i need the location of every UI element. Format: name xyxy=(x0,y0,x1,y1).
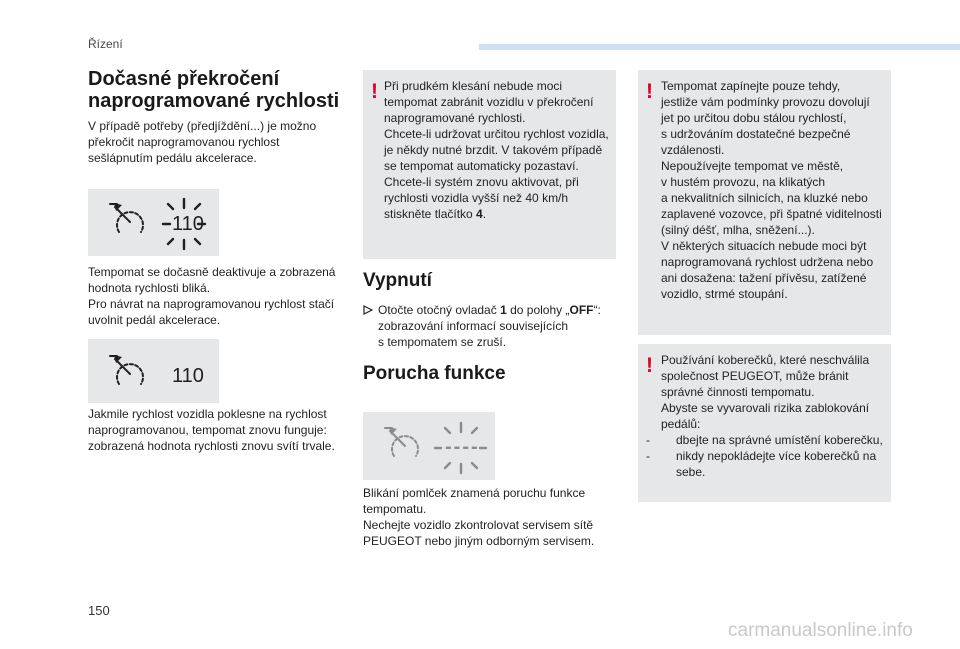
warning-floor-mats-text: Používání koberečků, které neschválila společnost PEUGEOT, může bránit správné činnosti tempomatu. Abyste se vyvarovali rizika zablokování pedálů: xyxy=(661,353,870,431)
speed-value-blinking: 110 xyxy=(172,213,204,235)
button-4-ref: 4 xyxy=(476,207,483,221)
list-item: - dbejte na správné umístění koberečku, xyxy=(646,433,883,447)
resume-paragraph: Jakmile rychlost vozidla poklesne na rychlost naprogramovanou, tempomat znovu funguje: zobrazená hodnota rychlosti znovu svítí trvale. xyxy=(88,407,335,453)
watermark: carmanualsonline.info xyxy=(728,620,913,641)
warning-usage-text: Tempomat zapínejte pouze tehdy, jestliže vám podmínky provozu dovolují jet po určitou dobu stálou rychlostí, s udržováním dostatečné bezpečné vzdálenosti. Nepoužívejte tempomat ve městě, v hustém provozu, na klikatých a nekvalitních silnicích, na kluzké nebo zaplavené vozovce, při špatné viditelnosti (silný déšť, mlha, sněžení...). V některých situacích nebude moci být naprogramovaná rychlost udržena nebo ani dosažena: tažení přívěsu, zatížené vozidlo, strmé stoupání. xyxy=(661,79,882,301)
malfunction-paragraph: Blikání pomlček znamená poruchu funkce tempomatu. Nechejte vozidlo zkontrolovat servisem sítě PEUGEOT nebo jiným odborným servisem. xyxy=(363,486,595,548)
warning-exclamation-icon: ! xyxy=(646,354,653,377)
speed-value-steady: 110 xyxy=(172,365,204,387)
display-figure-steady xyxy=(88,339,219,403)
warning-box-floor-mats xyxy=(638,344,891,502)
warning-descent-text: Při prudkém klesání nebude moci tempomat zabránit vozidlu v překročení naprogramované rychlosti. Chcete-li udržovat určitou rychlost vozidla, je někdy nutné brzdit. V takovém případě se tempomat automaticky pozastaví. Chcete-li systém znovu aktivovat, při rychlosti vozidla vyšší než 40 km/h stiskněte tlačítko 4. xyxy=(384,79,609,221)
section-title-off: Vypnutí xyxy=(363,270,432,291)
warning-box-usage xyxy=(638,70,891,335)
off-instruction xyxy=(363,302,618,352)
section-title-malfunction: Porucha funkce xyxy=(363,363,506,384)
off-instruction-text: Otočte otočný ovladač 1 do polohy „OFF“: zobrazování informací souvisejících s tempomatem se zruší. xyxy=(378,303,601,349)
intro-paragraph: V případě potřeby (předjíždění...) je možno překročit naprogramovanou rychlost sešlápnutím pedálu akcelerace. xyxy=(88,119,317,165)
display-figure-fault xyxy=(363,412,495,480)
warning-exclamation-icon: ! xyxy=(371,80,378,103)
display-figure-blinking xyxy=(88,189,219,256)
warning-box-descent xyxy=(363,70,616,259)
page-number: 150 xyxy=(88,603,110,618)
fault-dashes: ---- xyxy=(445,436,480,458)
header-bar xyxy=(479,44,960,50)
section-title-temporary-override: Dočasné překročení naprogramované rychlosti xyxy=(88,68,340,112)
warning-exclamation-icon: ! xyxy=(646,80,653,103)
list-item: - nikdy nepokládejte více koberečků na sebe. xyxy=(646,449,877,479)
section-header: Řízení xyxy=(88,37,123,51)
deactivation-paragraph: Tempomat se dočasně deaktivuje a zobrazená hodnota rychlosti bliká. Pro návrat na naprogramovanou rychlost stačí uvolnit pedál akcelerace. xyxy=(88,265,336,327)
